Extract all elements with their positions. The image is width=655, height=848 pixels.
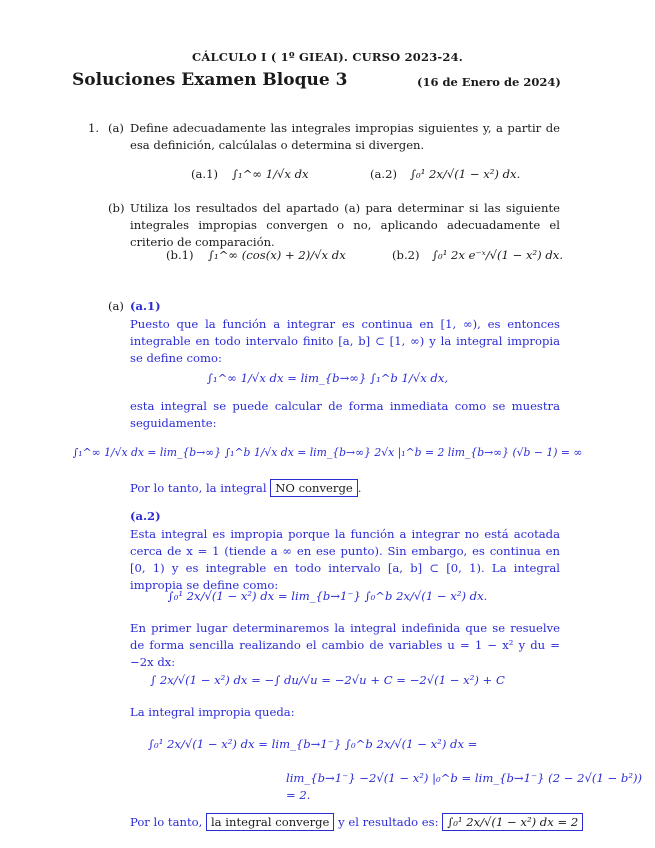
solution-a2-equation-3a: ∫₀¹ 2x/√(1 − x²) dx = lim_{b→1⁻} ∫₀^b 2x/√(1 − x²) dx =	[148, 737, 478, 751]
course-header: CÁLCULO I ( 1º GIEAI). CURSO 2023-24.	[191, 50, 463, 64]
problem-number: 1.	[88, 121, 100, 135]
page-title: Soluciones Examen Bloque 3	[72, 70, 348, 90]
solution-a2-conclusion	[130, 814, 583, 831]
solution-a2-paragraph-3: La integral impropia queda:	[130, 705, 295, 719]
a1-expression: ∫₁^∞ 1/√x dx	[232, 167, 309, 181]
a2-conclusion-prefix: Por lo tanto,	[130, 815, 203, 829]
solution-a-label: (a)	[108, 299, 124, 313]
b2-expression: ∫₀¹ 2x e⁻ˣ/√(1 − x²) dx.	[432, 248, 564, 262]
solution-a1-conclusion	[130, 480, 361, 497]
exam-date: (16 de Enero de 2024)	[417, 75, 561, 89]
b1-expression: ∫₁^∞ (cos(x) + 2)/√x dx	[208, 248, 346, 262]
part-b-text: Utiliza los resultados del apartado (a) para determinar si las siguiente integrales impropias convergen o no, aplicando adecuadamente el criterio de comparación.	[130, 201, 560, 249]
solution-a1-equation-2: ∫₁^∞ 1/√x dx = lim_{b→∞} ∫₁^b 1/√x dx = lim_{b→∞} 2√x |₁^b = 2 lim_{b→∞} (√b − 1) = ∞	[72, 446, 583, 459]
solution-a2-equation-3b: lim_{b→1⁻} −2√(1 − x²) |₀^b = lim_{b→1⁻} (2 − 2√(1 − b²)) = 2.	[286, 771, 643, 802]
solution-a1-heading: (a.1)	[130, 299, 161, 313]
part-b-label: (b)	[108, 201, 125, 215]
a2-conclusion-middle: y el resultado es:	[338, 815, 439, 829]
solution-a2-heading: (a.2)	[130, 509, 161, 523]
solution-a2-equation-2: ∫ 2x/√(1 − x²) dx = −∫ du/√u = −2√u + C = −2√(1 − x²) + C	[150, 673, 505, 687]
a2-label: (a.2)	[370, 167, 398, 181]
a1-conclusion-suffix: .	[357, 481, 362, 495]
solution-a1-paragraph-2: esta integral se puede calcular de forma inmediata como se muestra seguidamente:	[130, 399, 560, 430]
solution-a1-paragraph-1: Puesto que la función a integrar es continua en [1, ∞), es entonces integrable en todo intervalo finito [a, b] ⊂ [1, ∞) y la integral impropia se define como:	[130, 317, 560, 365]
b1-label: (b.1)	[166, 248, 194, 262]
a2-result-box: ∫₀¹ 2x/√(1 − x²) dx = 2	[442, 813, 583, 831]
solution-a2-equation-1: ∫₀¹ 2x/√(1 − x²) dx = lim_{b→1⁻} ∫₀^b 2x/√(1 − x²) dx.	[167, 589, 488, 603]
part-a-label: (a)	[108, 121, 124, 135]
solution-a2-paragraph-1: Esta integral es impropia porque la función a integrar no está acotada cerca de x = 1 (tiende a ∞ en ese punto). Sin embargo, es continua en [0, 1) y es integrable en todo intervalo [a, b] ⊂ [0, 1). La integral impropia se define como:	[130, 527, 560, 592]
solution-a2-paragraph-2: En primer lugar determinaremos la integral indefinida que se resuelve de forma sencilla realizando el cambio de variables u = 1 − x² y du = −2x dx:	[130, 621, 560, 669]
solution-a1-equation-1: ∫₁^∞ 1/√x dx = lim_{b→∞} ∫₁^b 1/√x dx,	[206, 371, 449, 385]
b2-label: (b.2)	[392, 248, 420, 262]
a1-label: (a.1)	[191, 167, 219, 181]
a2-expression: ∫₀¹ 2x/√(1 − x²) dx.	[410, 167, 521, 181]
a1-conclusion-prefix: Por lo tanto, la integral	[130, 481, 267, 495]
a2-convergence-box: la integral converge	[206, 813, 334, 831]
part-a-text: Define adecuadamente las integrales impropias siguientes y, a partir de esa definición, calcúlalas o determina si divergen.	[130, 121, 560, 152]
a1-result-box: NO converge	[270, 479, 358, 497]
